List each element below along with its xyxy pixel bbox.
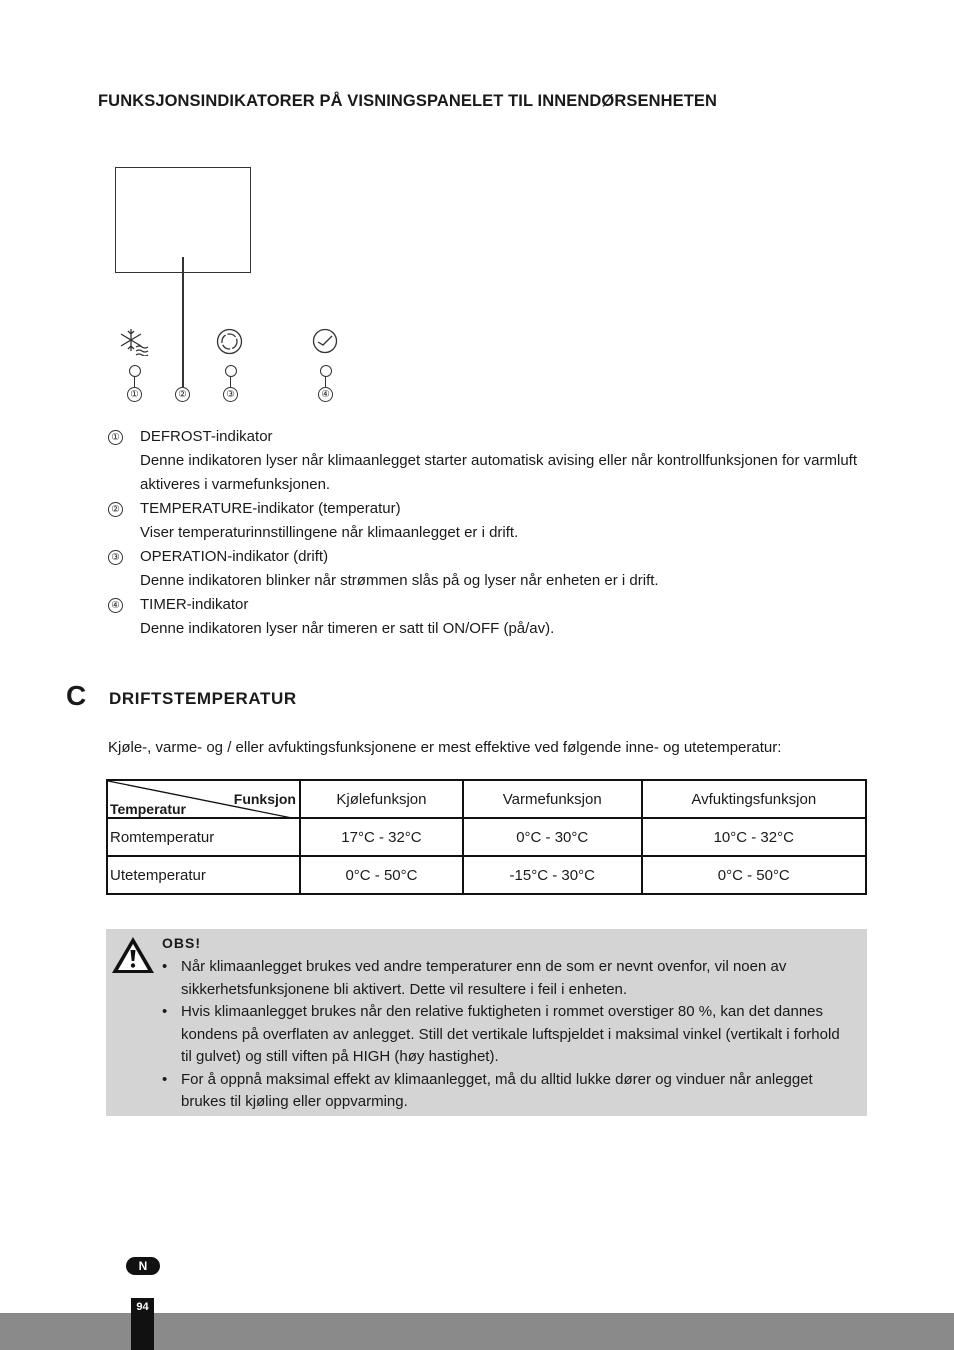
- table-cell: 0°C - 30°C: [463, 818, 642, 856]
- diagram-label-2: ②: [175, 387, 190, 402]
- temperature-table: [106, 779, 867, 895]
- table-cell: -15°C - 30°C: [463, 856, 642, 894]
- list-item: [162, 956, 852, 1001]
- table-row: [107, 818, 866, 856]
- note-text: Hvis klimaanlegget brukes når den relative fuktigheten i rommet overstiger 80 %, kan det dannes kondens på overflaten av anlegget. Still det vertikale luftspjeldet i maksimal vinkel (vertikalt i forhold til gulvet) og still viften på HIGH (høy hastighet).: [181, 1003, 840, 1065]
- indicator-lamp-3: [225, 365, 237, 377]
- operation-ring-icon: [216, 328, 243, 355]
- bullet: •: [162, 958, 168, 975]
- bullet: •: [162, 1070, 168, 1088]
- diagram-label-3: ③: [223, 387, 238, 402]
- item-title: TEMPERATURE-indikator (temperatur): [140, 500, 401, 517]
- bullet: •: [162, 1003, 168, 1020]
- table-cell: 0°C - 50°C: [642, 856, 866, 894]
- section-title: DRIFTSTEMPERATUR: [109, 689, 297, 708]
- row-header: Romtemperatur: [107, 818, 300, 856]
- list-item: [162, 1069, 852, 1114]
- table-header-row: [107, 780, 866, 818]
- item-number: ②: [108, 502, 123, 517]
- item-title: OPERATION-indikator (drift): [140, 548, 329, 565]
- column-header: Kjølefunksjon: [300, 780, 463, 818]
- list-item: [108, 425, 878, 497]
- indicator-lamp-4: [320, 365, 332, 377]
- item-title: TIMER-indikator: [140, 596, 249, 613]
- indicator-lamp-1: [129, 365, 141, 377]
- item-description: Denne indikatoren lyser når timeren er satt til ON/OFF (på/av).: [140, 620, 555, 637]
- column-header: Avfuktingsfunksjon: [642, 780, 866, 818]
- diagram-label-4: ④: [318, 387, 333, 402]
- corner-temperature-label: Temperatur: [110, 801, 186, 817]
- section-letter: C: [66, 680, 87, 711]
- corner-function-label: Funksjon: [233, 791, 296, 807]
- defrost-snowflake-icon: [119, 328, 151, 356]
- list-item: [108, 593, 878, 641]
- page-number: 94: [131, 1298, 154, 1350]
- item-number: ④: [108, 598, 123, 613]
- list-item: [108, 545, 878, 593]
- diagram-label-1: ①: [127, 387, 142, 402]
- list-item: [162, 1001, 852, 1069]
- intro-text: Kjøle-, varme- og / eller avfuktingsfunksjonene er mest effektive ved følgende inne- og utetemperatur:: [108, 739, 782, 756]
- warning-triangle-icon: [110, 935, 156, 975]
- note-list: [162, 956, 852, 1114]
- table-row: [107, 856, 866, 894]
- page-heading: FUNKSJONSINDIKATORER PÅ VISNINGSPANELET TIL INNENDØRSENHETEN: [98, 92, 718, 110]
- column-header: Varmefunksjon: [463, 780, 642, 818]
- item-description: Viser temperaturinnstillingene når klimaanlegget er i drift.: [140, 524, 519, 541]
- row-header: Utetemperatur: [107, 856, 300, 894]
- table-cell: 10°C - 32°C: [642, 818, 866, 856]
- item-description: Denne indikatoren lyser når klimaanlegget starter automatisk avising eller når kontrollfunksjonen for varmluft aktiveres i varmefunksjonen.: [140, 452, 858, 493]
- language-badge: N: [126, 1257, 160, 1275]
- table-cell: 0°C - 50°C: [300, 856, 463, 894]
- note-text: Når klimaanlegget brukes ved andre temperaturer enn de som er nevnt ovenfor, vil noen av sikkerhetsfunksjonene bli aktivert. Dette vil resultere i feil i enheten.: [181, 958, 787, 998]
- note-title: OBS!: [162, 935, 201, 951]
- leader-line-2: [182, 257, 184, 387]
- item-description: Denne indikatoren blinker når strømmen slås på og lyser når enheten er i drift.: [140, 572, 659, 589]
- table-corner-cell: [107, 780, 300, 818]
- indicator-list: [108, 425, 878, 641]
- note-text: For å oppnå maksimal effekt av klimaanlegget, må du alltid lukke dører og vinduer når anlegget brukes til kjøling eller oppvarming.: [181, 1070, 813, 1110]
- item-title: DEFROST-indikator: [140, 428, 273, 445]
- item-number: ①: [108, 430, 123, 445]
- table-cell: 17°C - 32°C: [300, 818, 463, 856]
- item-number: ③: [108, 550, 123, 565]
- warning-note: [106, 929, 867, 1116]
- timer-clock-icon: [312, 328, 338, 354]
- list-item: [108, 497, 878, 545]
